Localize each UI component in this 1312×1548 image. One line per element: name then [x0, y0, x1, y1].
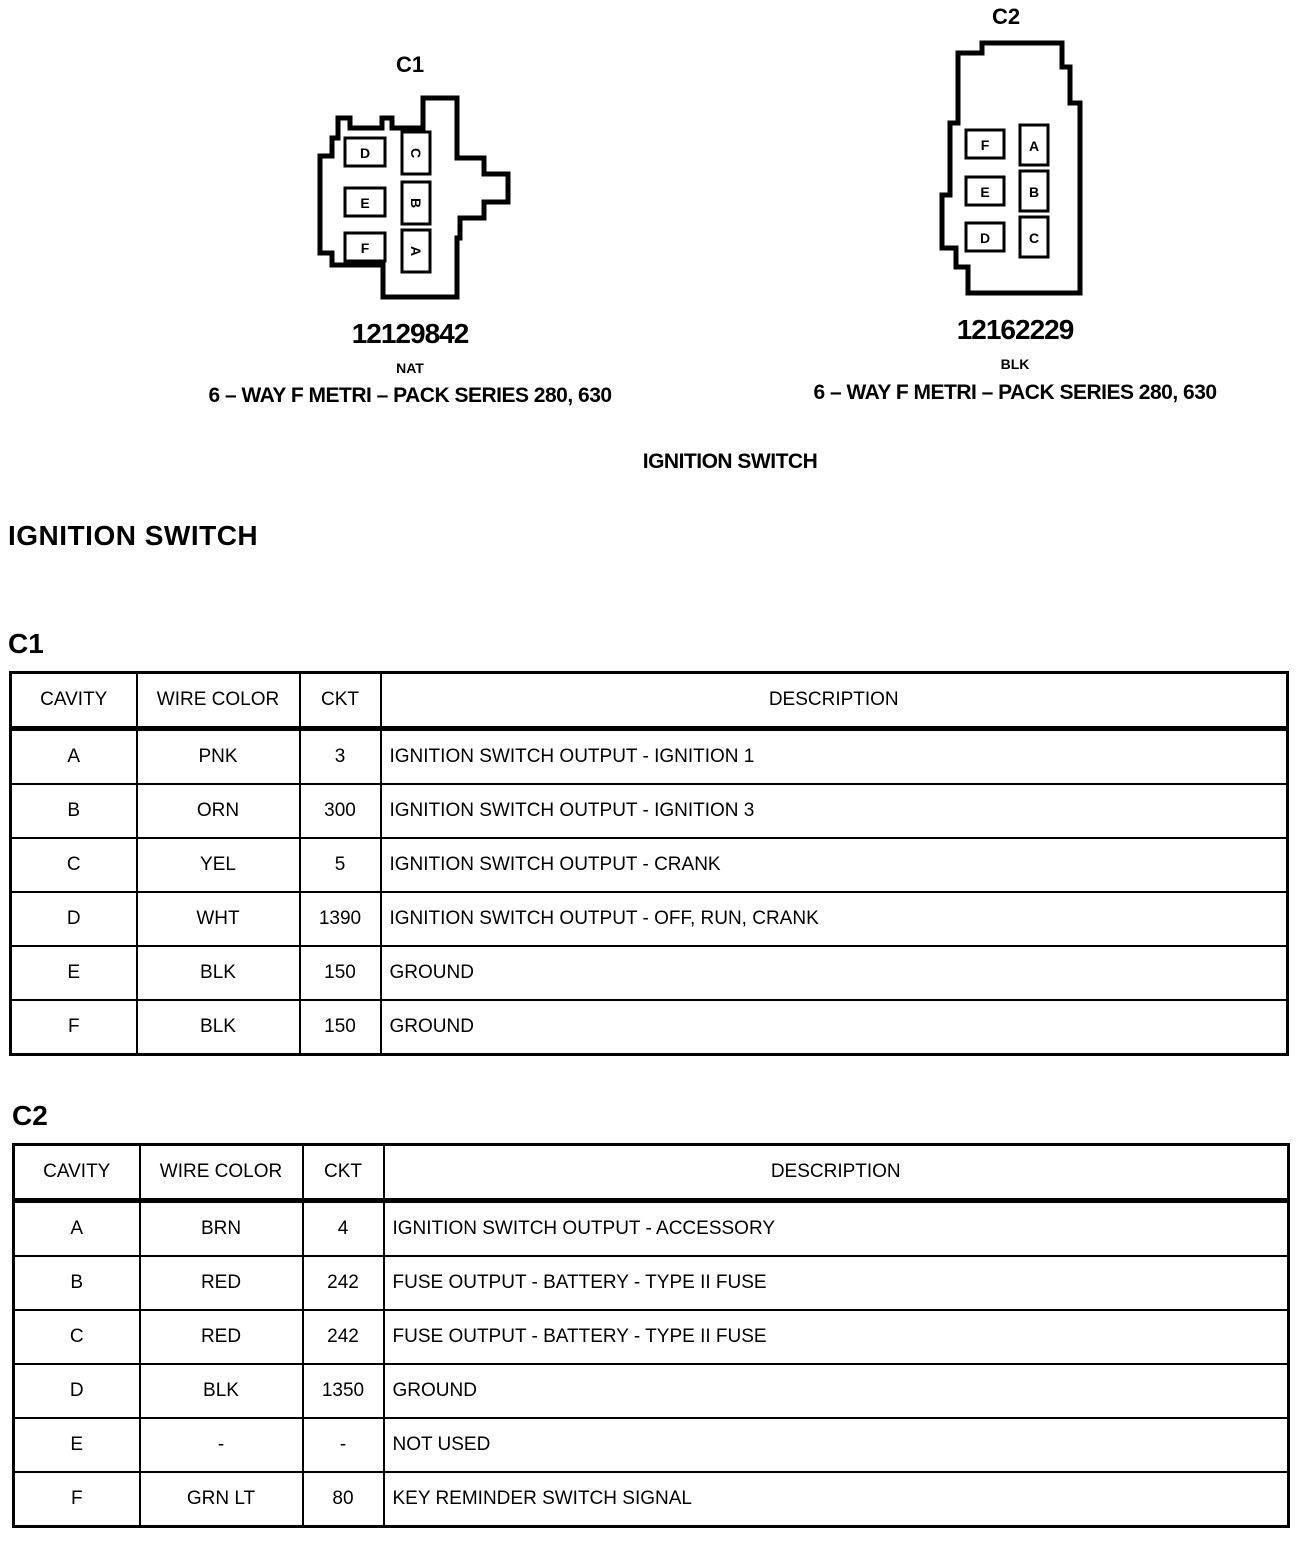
connector-c2-label: C2 [991, 4, 1021, 29]
c2-cavity-a [1020, 125, 1048, 165]
connector-c1-part-number: 12129842 [351, 318, 469, 349]
cell-cavity: E [14, 1418, 140, 1472]
table-row [11, 1000, 1288, 1055]
table-c1-label: C1 [8, 628, 44, 659]
cell-ckt: 1350 [303, 1364, 384, 1418]
table-c2-label: C2 [12, 1100, 48, 1131]
cell-description: IGNITION SWITCH OUTPUT - ACCESSORY [384, 1201, 1289, 1257]
table-row [11, 729, 1288, 785]
header-description: DESCRIPTION [381, 673, 1288, 729]
cell-wire-color: BRN [140, 1201, 303, 1257]
table-row [11, 838, 1288, 892]
c2-cavity-d [966, 223, 1004, 251]
svg-text:E: E [980, 184, 990, 200]
cell-description: GROUND [381, 946, 1288, 1000]
table-row [14, 1418, 1289, 1472]
header-ckt: CKT [300, 673, 381, 729]
svg-text:C: C [408, 147, 424, 159]
cell-description: IGNITION SWITCH OUTPUT - IGNITION 3 [381, 784, 1288, 838]
cell-description: KEY REMINDER SWITCH SIGNAL [384, 1472, 1289, 1527]
svg-text:B: B [1028, 184, 1040, 200]
header-ckt: CKT [303, 1145, 384, 1201]
cell-cavity: D [11, 892, 137, 946]
cell-ckt: 80 [303, 1472, 384, 1527]
table-header-row [11, 673, 1288, 729]
table-row [11, 784, 1288, 838]
table-header-row [14, 1145, 1289, 1201]
cell-cavity: B [14, 1256, 140, 1310]
connector-c1-label: C1 [395, 52, 425, 77]
c1-cavity-f [345, 233, 385, 261]
diagram-title: IGNITION SWITCH [642, 450, 818, 473]
cell-wire-color: BLK [137, 1000, 300, 1055]
header-wire-color: WIRE COLOR [140, 1145, 303, 1201]
svg-text:C: C [1028, 230, 1040, 246]
cell-cavity: C [11, 838, 137, 892]
cell-description: NOT USED [384, 1418, 1289, 1472]
cell-cavity: F [14, 1472, 140, 1527]
svg-text:F: F [980, 137, 990, 153]
table-row [14, 1472, 1289, 1527]
cell-ckt: 242 [303, 1256, 384, 1310]
c2-cavity-f [966, 130, 1004, 158]
cell-ckt: 4 [303, 1201, 384, 1257]
table-c2 [12, 1143, 1290, 1528]
cell-cavity: F [11, 1000, 137, 1055]
svg-text:F: F [360, 240, 370, 256]
c2-cavity-c [1020, 217, 1048, 257]
connector-c1-series: 6 – WAY F METRI – PACK SERIES 280, 630 [208, 384, 612, 407]
cell-description: FUSE OUTPUT - BATTERY - TYPE II FUSE [384, 1256, 1289, 1310]
cell-cavity: D [14, 1364, 140, 1418]
c1-cavity-b [402, 182, 430, 224]
svg-text:A: A [1028, 138, 1040, 154]
header-wire-color: WIRE COLOR [137, 673, 300, 729]
table-row [11, 946, 1288, 1000]
header-cavity: CAVITY [11, 673, 137, 729]
cell-description: IGNITION SWITCH OUTPUT - CRANK [381, 838, 1288, 892]
table-row [14, 1201, 1289, 1257]
c2-cavity-e [966, 177, 1004, 205]
cell-wire-color: PNK [137, 729, 300, 785]
svg-text:E: E [360, 195, 370, 211]
table-row [14, 1364, 1289, 1418]
cell-description: IGNITION SWITCH OUTPUT - OFF, RUN, CRANK [381, 892, 1288, 946]
cell-ckt: 3 [300, 729, 381, 785]
cell-description: GROUND [381, 1000, 1288, 1055]
cell-ckt: 1390 [300, 892, 381, 946]
section-title: IGNITION SWITCH [8, 520, 259, 551]
svg-text:B: B [408, 197, 424, 209]
c1-cavity-c [402, 132, 430, 174]
header-description: DESCRIPTION [384, 1145, 1289, 1201]
header-cavity: CAVITY [14, 1145, 140, 1201]
connector-c1-color-code: NAT [396, 360, 424, 376]
cell-wire-color: RED [140, 1310, 303, 1364]
connector-c2-series: 6 – WAY F METRI – PACK SERIES 280, 630 [813, 381, 1217, 404]
cell-cavity: B [11, 784, 137, 838]
cell-description: IGNITION SWITCH OUTPUT - IGNITION 1 [381, 729, 1288, 785]
cell-wire-color: RED [140, 1256, 303, 1310]
cell-ckt: 300 [300, 784, 381, 838]
cell-cavity: E [11, 946, 137, 1000]
c2-cavity-b [1020, 171, 1048, 211]
cell-wire-color: - [140, 1418, 303, 1472]
table-row [11, 892, 1288, 946]
cell-ckt: 150 [300, 1000, 381, 1055]
c1-cavity-e [345, 188, 385, 216]
connector-c2-part-number: 12162229 [956, 314, 1074, 345]
table-row [14, 1310, 1289, 1364]
svg-text:D: D [359, 145, 371, 161]
cell-cavity: A [14, 1201, 140, 1257]
connector-c1-drawing [300, 90, 520, 310]
cell-wire-color: WHT [137, 892, 300, 946]
cell-wire-color: GRN LT [140, 1472, 303, 1527]
cell-ckt: - [303, 1418, 384, 1472]
svg-text:D: D [979, 230, 991, 246]
cell-ckt: 150 [300, 946, 381, 1000]
c1-cavity-a [402, 230, 430, 272]
connector-c2-drawing [930, 35, 1100, 305]
cell-wire-color: ORN [137, 784, 300, 838]
table-row [14, 1256, 1289, 1310]
svg-text:A: A [408, 245, 424, 257]
cell-ckt: 5 [300, 838, 381, 892]
cell-ckt: 242 [303, 1310, 384, 1364]
c1-cavity-d [345, 138, 385, 166]
cell-cavity: A [11, 729, 137, 785]
cell-cavity: C [14, 1310, 140, 1364]
cell-wire-color: BLK [140, 1364, 303, 1418]
cell-description: GROUND [384, 1364, 1289, 1418]
cell-description: FUSE OUTPUT - BATTERY - TYPE II FUSE [384, 1310, 1289, 1364]
table-c1 [9, 671, 1289, 1056]
cell-wire-color: BLK [137, 946, 300, 1000]
connector-c2-color-code: BLK [1000, 356, 1030, 372]
cell-wire-color: YEL [137, 838, 300, 892]
